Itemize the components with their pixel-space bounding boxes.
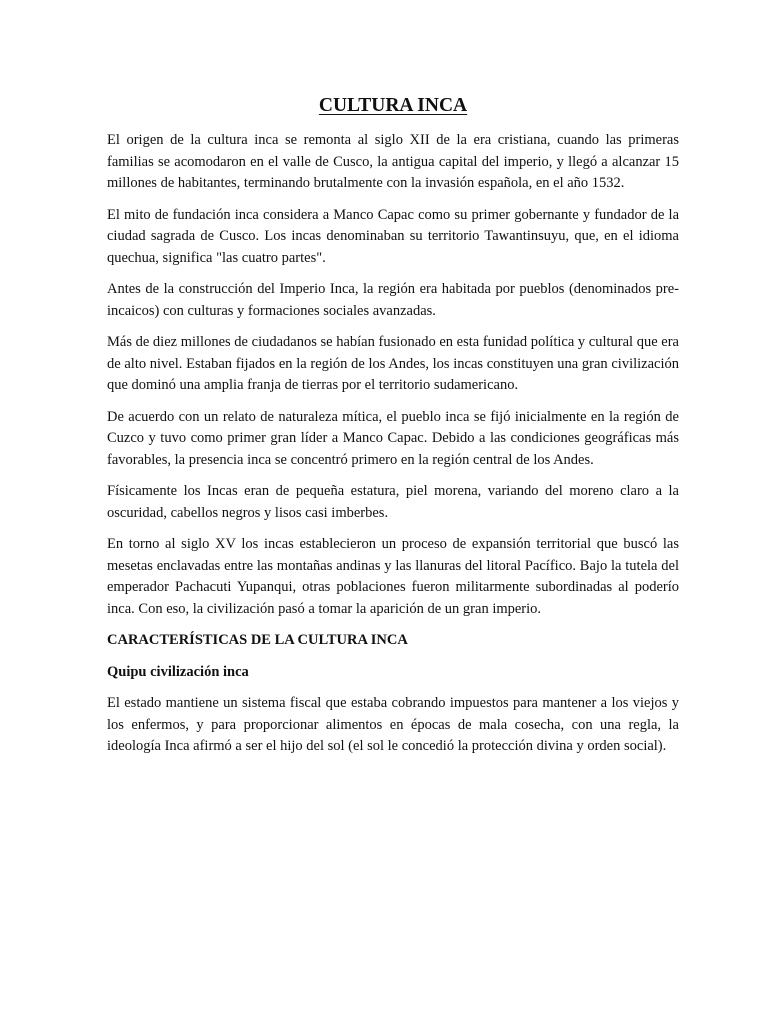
subsection-heading: Quipu civilización inca <box>107 663 249 680</box>
paragraph-expansion: En torno al siglo XV los incas establecieron un proceso de expansión territorial que buscó las mesetas enclavadas entre las montañas andinas y las llanuras del litoral Pacífico. Bajo la tutela del emperador Pachacuti Yupanqui, otras poblaciones fueron militarmente subordinadas al poderío inca. Con eso, la civilización pasó a tomar la aparición de un gran imperio. <box>107 536 679 617</box>
paragraph-founding-myth: El mito de fundación inca considera a Manco Capac como su primer gobernante y fundador de la ciudad sagrada de Cusco. Los incas denominaban su territorio Tawantinsuyu, que, en el idioma quechua, significa "las cuatro partes". <box>107 206 679 266</box>
section-heading: CARACTERÍSTICAS DE LA CULTURA INCA <box>107 632 408 648</box>
paragraph-population: Más de diez millones de ciudadanos se habían fusionado en esta funidad política y cultural que era de alto nivel. Estaban fijados en la región de los Andes, los incas constituyen una gran civilización que dominó una amplia franja de tierras por el territorio sudamericano. <box>107 334 679 393</box>
paragraph-physical-traits: Físicamente los Incas eran de pequeña estatura, piel morena, variando del moreno claro a la oscuridad, cabellos negros y lisos casi imberbes. <box>107 483 679 521</box>
document-title: CULTURA INCA <box>318 95 468 116</box>
paragraph-pre-inca: Antes de la construcción del Imperio Inca, la región era habitada por pueblos (denominados pre-incaicos) con culturas y formaciones sociales avanzadas. <box>107 281 679 319</box>
paragraph-mythic-account: De acuerdo con un relato de naturaleza mítica, el pueblo inca se fijó inicialmente en la región de Cuzco y tuvo como primer gran líder a Manco Capac. Debido a las condiciones geográficas más favorables, la presencia inca se concentró primero en la región central de los Andes. <box>107 408 679 468</box>
paragraph-fiscal-system: El estado mantiene un sistema fiscal que estaba cobrando impuestos para mantener a los viejos y los enfermos, y para proporcionar alimentos en épocas de mala cosecha, con una regla, la ideología Inca afirmó a ser el hijo del sol (el sol le concedió la protección divina y orden social). <box>107 695 679 754</box>
document-body <box>107 92 679 768</box>
paragraph-origin: El origen de la cultura inca se remonta al siglo XII de la era cristiana, cuando las primeras familias se acomodaron en el valle de Cusco, la antigua capital del imperio, y llegó a alcanzar 15 millones de habitantes, terminando brutalmente con la invasión española, en el año 1532. <box>107 132 679 191</box>
